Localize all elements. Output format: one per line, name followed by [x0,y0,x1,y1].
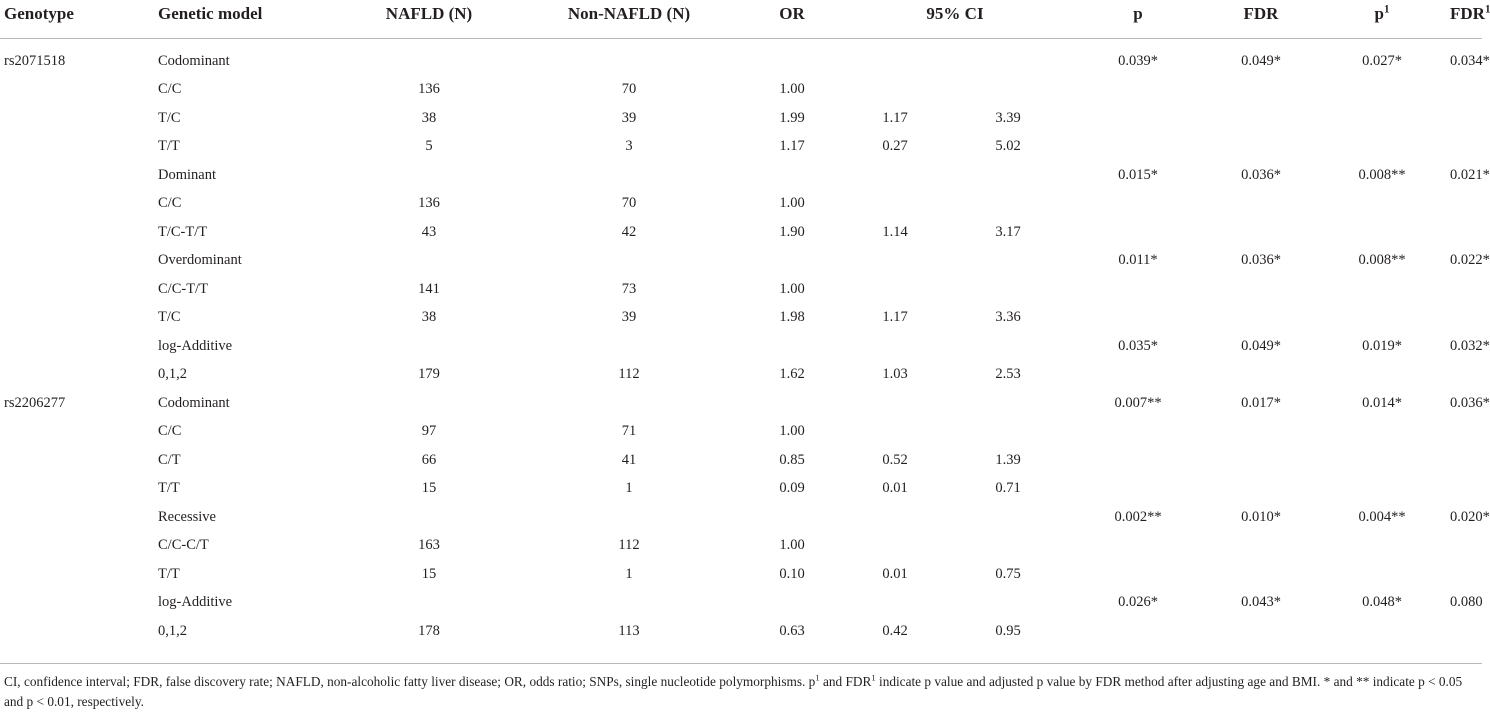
cell-ci-lower [842,389,948,418]
cell-genotype: rs2206277 [4,394,66,411]
cell-p1 [1314,218,1450,247]
cell-p [1068,190,1208,219]
cell-fdr: 0.017* [1241,394,1281,411]
cell-p [1068,275,1208,304]
cell-fdr1 [1450,304,1482,333]
cell-nafld [342,161,516,190]
cell-genetic-model: C/C [158,423,182,440]
cell-p: 0.026* [1118,594,1158,611]
cell-nafld: 97 [421,423,437,440]
cell-fdr1 [1450,560,1482,589]
cell-genetic-model: T/C [158,309,181,326]
cell-p1 [1314,104,1450,133]
cell-ci-upper [948,503,1068,532]
cell-fdr1 [1450,190,1482,219]
cell-or: 1.00 [779,81,805,98]
cell-or [742,389,842,418]
cell-ci-upper [948,389,1068,418]
cell-genetic-model: T/T [158,565,180,582]
cell-p1 [1314,560,1450,589]
cell-non-nafld: 112 [618,537,640,554]
table-row [0,560,1482,589]
cell-or [742,247,842,276]
cell-p: 0.015* [1118,166,1158,183]
cell-p1 [1314,475,1450,504]
cell-non-nafld: 41 [621,451,637,468]
cell-nafld [342,389,516,418]
cell-non-nafld [516,47,742,76]
header-genotype: Genotype [4,4,74,23]
cell-non-nafld: 42 [621,223,637,240]
cell-or: 1.98 [779,309,805,326]
table-row [0,418,1482,447]
cell-ci-upper: 0.71 [995,480,1021,497]
table-row [0,503,1482,532]
cell-or [742,589,842,618]
cell-ci-upper [948,47,1068,76]
header-nafld: NAFLD (N) [385,4,473,23]
footnote: CI, confidence interval; FDR, false discovery rate; NAFLD, non-alcoholic fatty liver disease; OR, odds ratio; SNPs, single nucleotide polymorphisms. $p^1$ and FDR$^1$ indicate p value and adjusted p value by FDR method after adjusting age and BMI. * and ** indicate p < 0.05 and p < 0.01, respectively. [4,672,1463,709]
cell-ci-upper [948,247,1068,276]
cell-fdr1 [1450,446,1482,475]
cell-non-nafld: 3 [625,138,633,155]
table-row [0,361,1482,390]
cell-non-nafld: 71 [621,423,637,440]
cell-ci-upper [948,532,1068,561]
cell-genotype [0,503,158,532]
cell-genotype [0,133,158,162]
table-row [0,275,1482,304]
cell-fdr [1208,560,1314,589]
cell-p1 [1314,418,1450,447]
cell-ci-upper [948,275,1068,304]
cell-fdr [1208,304,1314,333]
cell-ci-lower [842,589,948,618]
cell-ci-lower: 1.17 [882,109,908,126]
cell-fdr: 0.036* [1241,252,1281,269]
cell-genotype: rs2071518 [4,52,66,69]
cell-ci-lower [842,332,948,361]
cell-p1 [1314,446,1450,475]
cell-fdr [1208,190,1314,219]
header-or: OR [779,4,805,23]
cell-genetic-model: C/C-C/T [158,537,209,554]
cell-ci-lower [842,47,948,76]
table-row [0,589,1482,618]
cell-nafld: 43 [421,223,437,240]
table-row [0,475,1482,504]
cell-genetic-model: 0,1,2 [158,622,187,639]
cell-non-nafld: 70 [621,81,637,98]
cell-p [1068,133,1208,162]
table-row [0,104,1482,133]
cell-genetic-model: C/T [158,451,181,468]
cell-genotype [0,304,158,333]
cell-fdr [1208,361,1314,390]
cell-genetic-model: Overdominant [158,252,242,269]
cell-ci-lower [842,275,948,304]
cell-fdr1 [1450,104,1482,133]
cell-non-nafld: 70 [621,195,637,212]
cell-p [1068,218,1208,247]
cell-genetic-model: Codominant [158,52,230,69]
cell-p [1068,104,1208,133]
cell-ci-lower: 0.42 [882,622,908,639]
cell-genotype [0,218,158,247]
cell-p1 [1314,532,1450,561]
cell-nafld: 5 [425,138,433,155]
cell-ci-upper: 1.39 [995,451,1021,468]
cell-fdr1 [1450,532,1482,561]
cell-ci-upper: 5.02 [995,138,1021,155]
header-row [0,0,1482,39]
cell-fdr1 [1450,275,1482,304]
cell-nafld: 38 [421,109,437,126]
cell-nafld: 179 [418,366,440,383]
cell-nafld: 136 [418,195,440,212]
header-p: p [1133,4,1143,23]
cell-or: 0.09 [779,480,805,497]
cell-fdr1: 0.034* [1450,52,1490,69]
cell-or: 1.17 [779,138,805,155]
cell-ci-lower: 1.17 [882,309,908,326]
cell-genotype [0,161,158,190]
cell-p [1068,560,1208,589]
cell-or: 0.63 [779,622,805,639]
cell-or: 1.90 [779,223,805,240]
cell-genetic-model: C/C [158,195,182,212]
cell-non-nafld: 1 [625,480,633,497]
cell-or [742,503,842,532]
cell-genotype [0,247,158,276]
cell-p [1068,418,1208,447]
cell-nafld [342,47,516,76]
cell-genetic-model: C/C [158,81,182,98]
cell-nafld [342,247,516,276]
cell-fdr1 [1450,133,1482,162]
table-row [0,247,1482,276]
table-row [0,47,1482,76]
cell-ci-upper [948,161,1068,190]
cell-fdr1 [1450,361,1482,390]
cell-ci-upper [948,589,1068,618]
cell-or [742,332,842,361]
cell-or: 1.62 [779,366,805,383]
cell-genotype [0,190,158,219]
cell-genotype [0,532,158,561]
cell-genetic-model: C/C-T/T [158,280,208,297]
cell-p: 0.039* [1118,52,1158,69]
cell-fdr1 [1450,475,1482,504]
cell-p [1068,475,1208,504]
cell-p1 [1314,275,1450,304]
cell-genetic-model: T/C-T/T [158,223,208,240]
cell-genetic-model: T/C [158,109,181,126]
cell-p: 0.002** [1114,508,1162,525]
cell-ci-lower: 0.52 [882,451,908,468]
cell-ci-upper: 2.53 [995,366,1021,383]
cell-p [1068,76,1208,105]
table-row [0,218,1482,247]
cell-fdr [1208,104,1314,133]
cell-p: 0.007** [1114,394,1162,411]
cell-p [1068,304,1208,333]
cell-fdr: 0.036* [1241,166,1281,183]
cell-genotype [0,560,158,589]
footnote-divider [0,663,1482,664]
table-row [0,332,1482,361]
cell-fdr: 0.010* [1241,508,1281,525]
table-row [0,617,1482,646]
cell-p [1068,361,1208,390]
cell-nafld [342,332,516,361]
cell-fdr1: 0.020* [1450,508,1490,525]
cell-fdr [1208,475,1314,504]
cell-ci-lower [842,418,948,447]
cell-p1: 0.048* [1362,594,1402,611]
cell-or: 1.99 [779,109,805,126]
cell-p1 [1314,617,1450,646]
cell-ci-lower [842,532,948,561]
cell-ci-upper: 3.36 [995,309,1021,326]
cell-nafld [342,503,516,532]
cell-ci-upper [948,332,1068,361]
cell-ci-lower: 0.27 [882,138,908,155]
cell-p1: 0.027* [1362,52,1402,69]
cell-p1: 0.008** [1358,166,1406,183]
cell-nafld: 66 [421,451,437,468]
cell-p: 0.011* [1118,252,1158,269]
cell-ci-lower [842,190,948,219]
cell-fdr1: 0.036* [1450,394,1490,411]
cell-non-nafld [516,161,742,190]
header-non-nafld: Non-NAFLD (N) [567,4,691,23]
cell-non-nafld [516,589,742,618]
cell-fdr [1208,133,1314,162]
cell-fdr1 [1450,617,1482,646]
table-row [0,532,1482,561]
cell-p1 [1314,190,1450,219]
cell-ci-lower: 0.01 [882,565,908,582]
cell-nafld: 141 [418,280,440,297]
cell-genotype [0,104,158,133]
cell-non-nafld: 73 [621,280,637,297]
cell-p1: 0.008** [1358,252,1406,269]
cell-fdr: 0.043* [1241,594,1281,611]
cell-p1: 0.014* [1362,394,1402,411]
cell-or: 1.00 [779,195,805,212]
cell-ci-lower [842,161,948,190]
cell-genetic-model: Recessive [158,508,216,525]
cell-non-nafld [516,332,742,361]
cell-or [742,47,842,76]
cell-genotype [0,332,158,361]
cell-p1 [1314,76,1450,105]
header-ci: 95% CI [926,4,984,23]
cell-fdr1 [1450,218,1482,247]
cell-ci-lower [842,247,948,276]
cell-or [742,161,842,190]
cell-or: 0.10 [779,565,805,582]
cell-non-nafld: 1 [625,565,633,582]
header-fdr1: FDR$^1$ [1450,3,1490,23]
table-row [0,133,1482,162]
cell-fdr1 [1450,76,1482,105]
cell-ci-lower: 1.14 [882,223,908,240]
cell-nafld: 178 [418,622,440,639]
cell-ci-upper: 0.75 [995,565,1021,582]
header-p1: $p^1$ [1374,3,1390,23]
cell-ci-upper [948,418,1068,447]
cell-genotype [0,275,158,304]
cell-non-nafld [516,247,742,276]
cell-genetic-model: Codominant [158,394,230,411]
header-genetic-model: Genetic model [158,4,263,23]
cell-or: 0.85 [779,451,805,468]
cell-fdr [1208,617,1314,646]
cell-nafld [342,589,516,618]
cell-non-nafld [516,389,742,418]
cell-fdr [1208,418,1314,447]
cell-non-nafld: 39 [621,109,637,126]
cell-ci-lower: 0.01 [882,480,908,497]
cell-genetic-model: log-Additive [158,594,233,611]
cell-non-nafld: 39 [621,309,637,326]
cell-fdr [1208,532,1314,561]
cell-genetic-model: T/T [158,138,180,155]
cell-fdr1: 0.080 [1450,594,1483,611]
cell-ci-upper [948,76,1068,105]
table-row [0,161,1482,190]
cell-genotype [0,446,158,475]
cell-ci-upper: 0.95 [995,622,1021,639]
cell-nafld: 136 [418,81,440,98]
cell-genotype [0,418,158,447]
cell-genotype [0,475,158,504]
table-body [0,39,1490,646]
cell-fdr: 0.049* [1241,337,1281,354]
table-row [0,190,1482,219]
cell-non-nafld: 113 [618,622,640,639]
cell-genetic-model: Dominant [158,166,216,183]
cell-non-nafld [516,503,742,532]
cell-nafld: 15 [421,480,437,497]
cell-genetic-model: T/T [158,480,180,497]
cell-genetic-model: log-Additive [158,337,233,354]
cell-p1 [1314,361,1450,390]
cell-ci-lower: 1.03 [882,366,908,383]
cell-nafld: 163 [418,537,440,554]
cell-fdr1 [1450,418,1482,447]
cell-ci-upper [948,190,1068,219]
cell-fdr [1208,76,1314,105]
cell-or: 1.00 [779,537,805,554]
cell-ci-lower [842,76,948,105]
cell-fdr [1208,218,1314,247]
cell-p1: 0.004** [1358,508,1406,525]
cell-nafld: 15 [421,565,437,582]
cell-p1 [1314,304,1450,333]
cell-fdr1: 0.021* [1450,166,1490,183]
cell-fdr: 0.049* [1241,52,1281,69]
cell-p [1068,532,1208,561]
cell-or: 1.00 [779,423,805,440]
cell-genotype [0,617,158,646]
cell-genotype [0,361,158,390]
cell-fdr1: 0.032* [1450,337,1490,354]
cell-non-nafld: 112 [618,366,640,383]
cell-ci-lower [842,503,948,532]
cell-nafld: 38 [421,309,437,326]
cell-genotype [0,76,158,105]
table-row [0,389,1482,418]
table-row [0,304,1482,333]
table-row [0,76,1482,105]
cell-p [1068,617,1208,646]
cell-p: 0.035* [1118,337,1158,354]
cell-or: 1.00 [779,280,805,297]
cell-p1: 0.019* [1362,337,1402,354]
cell-p [1068,446,1208,475]
cell-fdr [1208,446,1314,475]
cell-genotype [0,589,158,618]
cell-p1 [1314,133,1450,162]
header-fdr: FDR [1243,4,1279,23]
cell-genetic-model: 0,1,2 [158,366,187,383]
table-row [0,446,1482,475]
cell-fdr1: 0.022* [1450,252,1490,269]
cell-ci-upper: 3.39 [995,109,1021,126]
cell-ci-upper: 3.17 [995,223,1021,240]
cell-fdr [1208,275,1314,304]
